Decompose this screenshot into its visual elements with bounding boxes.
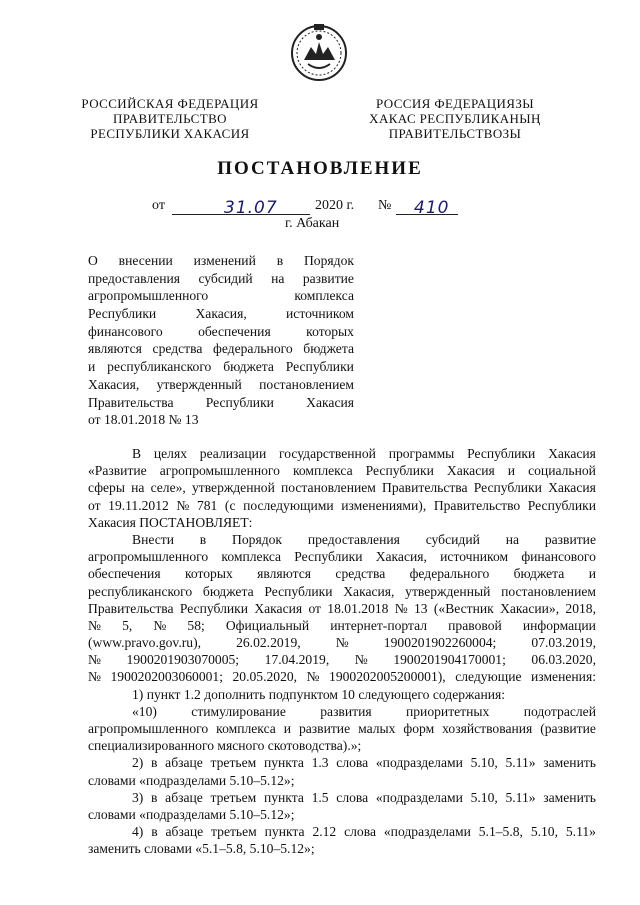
word: Республики <box>473 480 542 496</box>
word: Порядок <box>303 253 354 268</box>
body-line: специализированного мясного скотоводства).»; <box>88 738 362 754</box>
word: 1900202003060001; <box>110 669 223 685</box>
word: 5, <box>122 617 133 633</box>
word: утвержденный <box>405 583 491 599</box>
word: Правительства <box>88 600 174 616</box>
body-line <box>88 548 596 565</box>
coat-of-arms-emblem <box>290 22 348 82</box>
city-label: г. Абакан <box>285 216 340 231</box>
word: обеспечения <box>88 566 161 582</box>
word: абзаце <box>165 824 204 840</box>
word: 1900201902260004; <box>383 635 497 651</box>
word: Внести <box>132 531 174 547</box>
word: 1.3 <box>311 755 329 771</box>
word: реализации <box>199 446 267 461</box>
word: Хакасия <box>446 463 495 479</box>
word: развитие <box>302 270 354 286</box>
word: Хакасия, <box>343 583 395 599</box>
word: от <box>308 600 321 616</box>
word: Порядок <box>232 531 283 547</box>
word: агропромышленного <box>159 463 280 479</box>
word: программы <box>388 446 455 461</box>
header-right-line: ХАКАС РЕСПУБЛИКАНЫҢ <box>369 111 541 126</box>
word: республиканского <box>88 583 193 599</box>
word: «Развитие <box>88 463 147 479</box>
word: Республики <box>285 359 354 375</box>
header-left <box>70 96 270 141</box>
word: пункта <box>263 755 304 771</box>
body-line <box>88 531 596 548</box>
word: государственной <box>279 446 376 461</box>
word: абзаце <box>165 789 203 805</box>
word: 2) <box>132 755 144 771</box>
body-line <box>88 462 596 479</box>
header-left-line: РОССИЙСКАЯ ФЕДЕРАЦИЯ <box>81 96 259 111</box>
body-line: 1) пункт 1.2 дополнить подпунктом 10 следующего содержания: <box>132 686 506 702</box>
word: Хакасия, <box>195 306 247 322</box>
body-line <box>88 754 596 771</box>
word: социальной <box>528 463 596 479</box>
word: 13 <box>414 600 428 616</box>
word: 06.03.2020, <box>531 652 596 668</box>
word: заменить <box>543 789 596 805</box>
subject-line <box>88 287 354 305</box>
word: пункта <box>263 789 304 805</box>
body-line <box>88 617 596 634</box>
body-line: словами «подразделами 5.10–5.12»; <box>88 772 295 788</box>
word: следующие <box>455 669 522 685</box>
word: бюджета <box>223 359 274 375</box>
word: в <box>151 824 158 840</box>
word: которых <box>306 323 354 339</box>
word: (www.pravo.gov.ru), <box>88 635 201 651</box>
word: комплекса <box>216 721 276 736</box>
word: № <box>354 652 368 668</box>
word: 07.03.2019, <box>531 635 596 651</box>
word: обеспечения <box>198 323 271 339</box>
word: в <box>151 755 158 771</box>
date-from-label: от <box>152 198 165 213</box>
word: № <box>153 617 167 633</box>
body-line: словами «подразделами 5.10–5.12»; <box>88 806 295 822</box>
word: постановлением <box>259 376 354 392</box>
word: слова <box>336 755 369 771</box>
word: сферы <box>88 480 125 496</box>
word: Правительства <box>382 480 468 496</box>
word: 2.12 <box>312 824 337 840</box>
word: Республики <box>179 600 249 616</box>
word: бюджета <box>513 566 565 582</box>
word: третьем <box>211 824 257 840</box>
word: источником <box>286 306 354 322</box>
word: Республики <box>294 549 363 565</box>
word: в <box>199 531 207 547</box>
word: Республики <box>88 306 157 322</box>
word: В <box>132 446 142 461</box>
word: которых <box>184 566 233 582</box>
word: № <box>88 669 101 685</box>
word: абзаце <box>165 755 203 771</box>
word: 17.04.2019, <box>264 652 330 668</box>
word: 781 <box>196 497 218 513</box>
word: комплекса <box>221 549 282 565</box>
word: на <box>131 480 145 496</box>
body-line <box>88 668 596 685</box>
word: № <box>394 600 408 616</box>
word: информации <box>522 617 596 633</box>
word: Хакасия <box>254 600 303 616</box>
word: 5.10, <box>530 824 558 840</box>
word: республиканского <box>107 359 212 375</box>
word: агропромышленного <box>88 288 209 304</box>
subject-block <box>88 252 354 429</box>
subject-line <box>88 305 354 323</box>
word: Республики <box>205 394 274 410</box>
word: и <box>507 463 516 479</box>
word: форм <box>403 721 435 736</box>
word: Официальный <box>225 617 310 633</box>
word: изменения: <box>531 669 596 685</box>
body-line <box>88 565 596 582</box>
word: 1.5 <box>311 789 329 805</box>
word: 5.10, <box>470 755 498 771</box>
word: и <box>588 566 596 582</box>
word: приоритетных <box>405 703 490 719</box>
word: № <box>88 652 101 668</box>
word: последующими <box>243 497 334 513</box>
word: развитие <box>544 531 596 547</box>
word: «подразделами <box>375 789 463 805</box>
word: («Вестник <box>433 600 494 616</box>
header-right-line: ПРАВИТЕЛЬСТВОЗЫ <box>388 126 522 141</box>
word: и <box>88 359 96 375</box>
subject-line <box>88 323 354 341</box>
word: правовой <box>448 617 502 633</box>
word: Хакасия, <box>375 549 427 565</box>
subject-line <box>88 340 354 358</box>
word: Республики <box>527 497 596 513</box>
word: Республики <box>365 463 434 479</box>
word: интернет-портал <box>330 617 428 633</box>
body-line <box>88 479 596 496</box>
word: являются <box>257 566 312 582</box>
word: средства <box>335 566 386 582</box>
body-text <box>88 445 596 858</box>
word: федерального <box>409 566 490 582</box>
word: в <box>151 789 158 805</box>
header-left-line: ПРАВИТЕЛЬСТВО <box>113 111 227 126</box>
document-title: ПОСТАНОВЛЕНИЕ <box>217 158 423 179</box>
body-line <box>88 720 596 737</box>
subject-line: от 18.01.2018 № 13 <box>88 412 199 428</box>
word: 1900202005200001), <box>329 669 446 685</box>
word: развитие <box>298 721 351 736</box>
word: 5.11» <box>565 824 596 840</box>
word: О <box>88 253 98 268</box>
word: 19.11.2012 <box>108 497 169 513</box>
word: «подразделами <box>383 824 471 840</box>
word: агропромышленного <box>88 549 209 565</box>
word: от <box>88 497 101 513</box>
word: источником <box>440 549 509 565</box>
word: утвержденной <box>191 480 275 496</box>
word: 58; <box>187 617 205 633</box>
word: Правительства <box>88 394 174 410</box>
word: комплекса <box>292 463 353 479</box>
word: «подразделами <box>375 755 463 771</box>
word: развития <box>320 703 372 719</box>
subject-line <box>88 270 354 288</box>
word: (с <box>224 497 236 513</box>
handwritten-date: 31.07 <box>224 198 278 218</box>
subject-line <box>88 358 354 376</box>
word: № <box>176 497 190 513</box>
word: изменениями), <box>341 497 427 513</box>
word: малых <box>358 721 396 736</box>
word: постановлением <box>280 480 376 496</box>
subject-line <box>88 376 354 394</box>
word: слова <box>344 824 376 840</box>
word: Хакасии», <box>500 600 560 616</box>
word: Правительство <box>433 497 521 513</box>
word: постановлением <box>501 583 596 599</box>
body-line <box>88 651 596 668</box>
word: 3) <box>132 789 144 805</box>
word: 5.11» <box>505 755 536 771</box>
word: субсидий <box>425 531 480 547</box>
word: слова <box>336 789 369 805</box>
word: бюджета <box>202 583 254 599</box>
word: 5.10, <box>470 789 498 805</box>
header-right <box>340 96 570 141</box>
word: на <box>271 270 285 286</box>
body-line: заменить словами «5.1–5.8, 5.10–5.12»; <box>88 841 315 857</box>
word: Хакасия <box>306 394 354 410</box>
word: пункта <box>264 824 305 840</box>
word: 1900201903070005; <box>126 652 240 668</box>
handwritten-number: 410 <box>414 198 450 218</box>
word: предоставления <box>88 270 181 286</box>
word: финансового <box>88 323 163 339</box>
word: комплекса <box>294 288 354 304</box>
word: внесении <box>118 253 173 268</box>
word: Хакасия <box>548 480 596 496</box>
word: и <box>283 721 292 736</box>
word: Хакасия, <box>88 376 140 392</box>
word: хозяйствования <box>442 721 533 736</box>
number-label: № <box>378 198 392 213</box>
date-number-line <box>152 198 472 216</box>
header-left-line: РЕСПУБЛИКИ ХАКАСИЯ <box>90 126 250 141</box>
word: Республики <box>467 446 536 461</box>
word: финансового <box>521 549 596 565</box>
word: целях <box>153 446 188 461</box>
word: 4) <box>132 824 144 840</box>
body-line <box>88 583 596 600</box>
word: изменений <box>193 253 256 268</box>
word: № <box>335 635 349 651</box>
word: 2018, <box>565 600 596 616</box>
word: третьем <box>210 755 257 771</box>
word: предоставления <box>307 531 400 547</box>
word: третьем <box>210 789 257 805</box>
word: подотраслей <box>523 703 596 719</box>
year-label: 2020 г. <box>315 198 355 213</box>
word: Республики <box>264 583 333 599</box>
body-line <box>88 823 596 840</box>
word: средства <box>152 341 203 357</box>
body-line <box>88 789 596 806</box>
word: «10) <box>132 703 157 719</box>
word: № <box>88 617 101 633</box>
header-right-line: РОССИЯ ФЕДЕРАЦИЯЗЫ <box>375 96 535 111</box>
word: (развитие <box>540 721 596 736</box>
word: стимулирование <box>191 703 286 719</box>
body-line <box>88 445 596 462</box>
word: 5.1–5.8, <box>478 824 523 840</box>
body-line: Хакасия ПОСТАНОВЛЯЕТ: <box>88 514 253 530</box>
word: являются <box>88 341 142 357</box>
word: бюджета <box>303 341 354 357</box>
word: 20.05.2020, <box>232 669 298 685</box>
word: федерального <box>213 341 293 357</box>
word: 1900201904170001; <box>393 652 506 668</box>
subject-line <box>88 252 354 270</box>
word: в <box>276 253 284 268</box>
body-line <box>88 497 596 514</box>
word: селе», <box>150 480 186 496</box>
word: № <box>306 669 320 685</box>
word: 18.01.2018 <box>327 600 389 616</box>
body-line <box>88 634 596 651</box>
body-line <box>88 600 596 617</box>
word: субсидий <box>198 270 253 286</box>
word: 26.02.2019, <box>236 635 301 651</box>
subject-line <box>88 394 354 412</box>
word: Хакасия <box>548 446 596 461</box>
body-line <box>88 703 596 720</box>
word: утвержденный <box>156 376 242 392</box>
word: заменить <box>543 755 596 771</box>
word: на <box>505 531 520 547</box>
word: 5.11» <box>505 789 536 805</box>
word: агропромышленного <box>88 721 209 736</box>
